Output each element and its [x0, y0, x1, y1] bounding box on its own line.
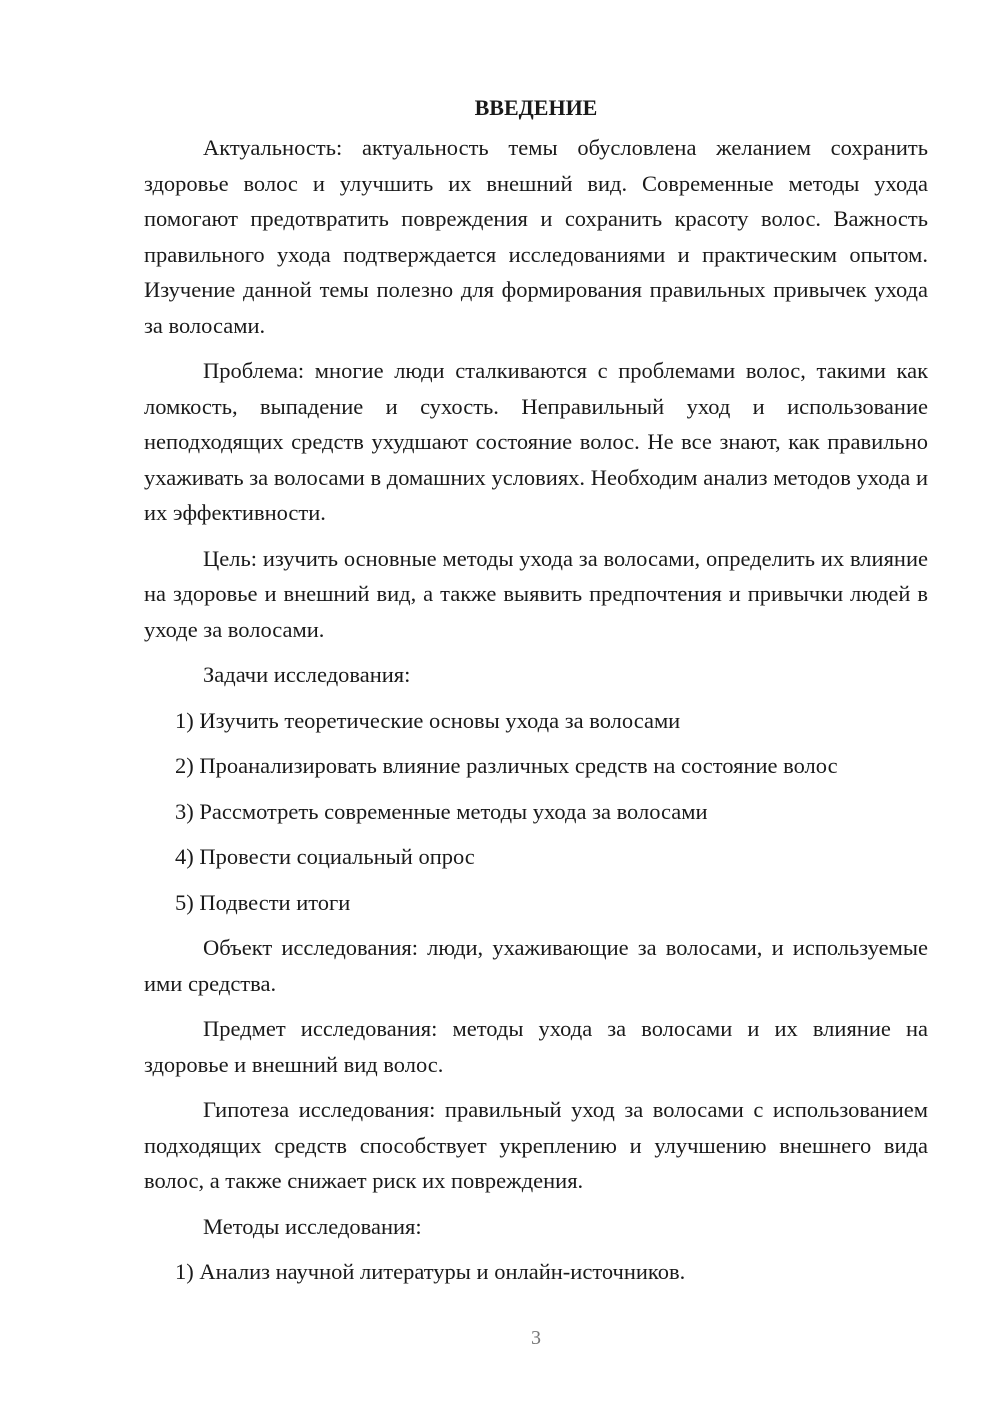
document-page [144, 90, 928, 1300]
relevance-paragraph: Актуальность: актуальность темы обусловлена желанием сохранить здоровье волос и улучшить их внешний вид. Современные методы ухода помогают предотвратить повреждения и сохранить красоту волос. Важность правильного ухода подтверждается исследованиями и практическим опытом. Изучение данной темы полезно для формирования правильных привычек ухода за волосами. [144, 135, 928, 338]
hypothesis-paragraph: Гипотеза исследования: правильный уход за волосами с использованием подходящих средств способствует укреплению и улучшению внешнего вида волос, а также снижает риск их повреждения. [144, 1097, 928, 1193]
task-item: 3) Рассмотреть современные методы ухода за волосами [175, 798, 708, 824]
task-item: 4) Провести социальный опрос [175, 844, 475, 869]
goal-paragraph: Цель: изучить основные методы ухода за волосами, определить их влияние на здоровье и внешний вид, а также выявить предпочтения и привычки людей в уходе за волосами. [144, 545, 928, 642]
page-title: ВВЕДЕНИЕ [474, 95, 598, 120]
method-item: 1) Анализ научной литературы и онлайн-источников. [175, 1259, 686, 1284]
task-item: 1) Изучить теоретические основы ухода за волосами [175, 707, 681, 733]
task-item: 5) Подвести итоги [175, 889, 351, 915]
methods-label: Методы исследования: [203, 1213, 422, 1239]
tasks-label: Задачи исследования: [203, 662, 411, 687]
subject-paragraph: Предмет исследования: методы ухода за волосами и их влияние на здоровье и внешний вид волос. [144, 1016, 928, 1077]
problem-paragraph: Проблема: многие люди сталкиваются с проблемами волос, такими как ломкость, выпадение и сухость. Неправильный уход и использование неподходящих средств ухудшают состояние волос. Не все знают, как правильно ухаживать за волосами в домашних условиях. Необходим анализ методов ухода и их эффективности. [144, 358, 928, 525]
task-item: 2) Проанализировать влияние различных средств на состояние волос [175, 753, 838, 778]
page-number: 3 [531, 1327, 541, 1349]
object-paragraph: Объект исследования: люди, ухаживающие за волосами, и используемые ими средства. [144, 935, 928, 996]
